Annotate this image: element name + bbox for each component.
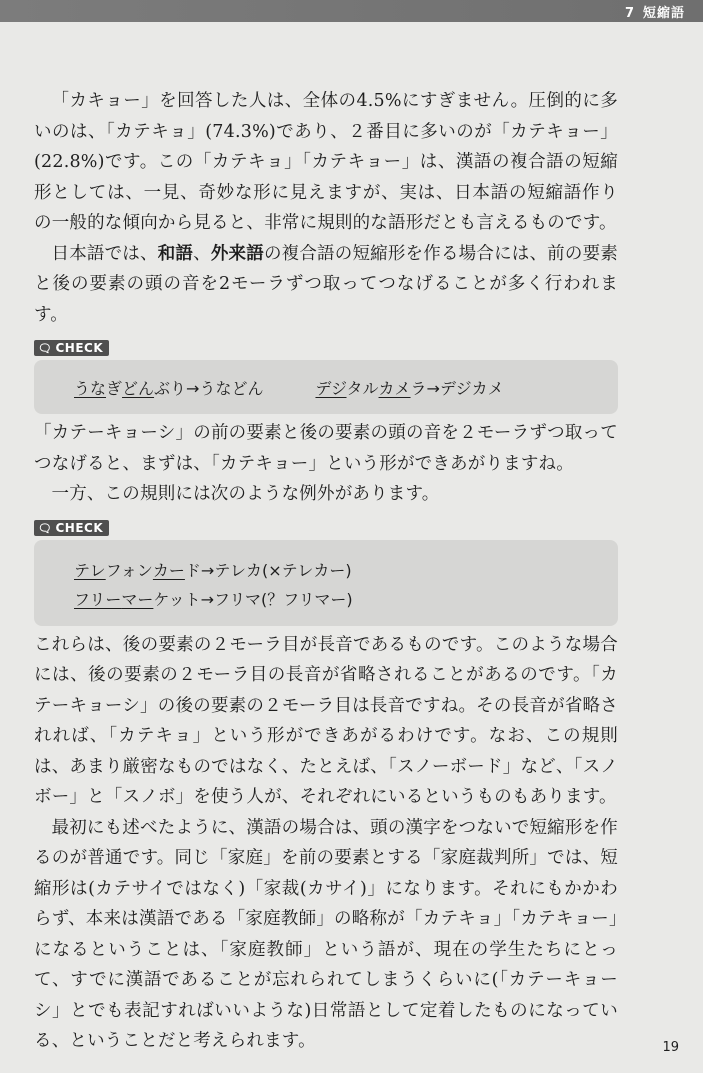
paragraph-2-text-a: 日本語では、 [51, 243, 158, 264]
check-box-1 [34, 360, 618, 414]
example-text: ド→テレカ(×テレカー) [184, 560, 352, 580]
underlined-mora: うな [74, 379, 107, 398]
example-text: フォン [105, 560, 153, 580]
underlined-mora: フリー [74, 589, 122, 609]
chapter-header-label [625, 2, 685, 21]
paragraph-5: これらは、後の要素の２モーラ目が長音であるものです。このような場合には、後の要素の２モーラ目の長音が省略されることがあるのです。「カテーキョーシ」の後の要素の２モーラ目は長音ですね。その長音が省略されれば、「カテキョ」という形ができあがるわけです。なお、この規則は、あまり厳密なものではなく、たとえば、「スノーボード」など、「スノボー」と「スノボ」を使う人が、それぞれにいるというものもあります。 [34, 634, 618, 807]
speech-bubble-icon: 🗨 [38, 342, 53, 355]
example-text: ラ→デジカメ [410, 379, 504, 398]
underlined-mora: テレ [74, 560, 106, 580]
paragraph-4: 一方、この規則には次のような例外があります。 [51, 484, 440, 504]
check-2-example-1 [74, 556, 578, 585]
example-text: タル [346, 379, 379, 398]
example-text: ぶり→うなどん [154, 379, 264, 398]
paragraph-1: 「カキョー」を回答した人は、全体の4.5%にすぎません。圧倒的に多いのは、「カテキョ」(74.3%)であり、２番目に多いのが「カテキョー」(22.8%)です。この「カテキョ」「カテキョー」は、漢語の複合語の短縮形としては、一見、奇妙な形に見えますが、実は、日本語の短縮語作りの一般的な傾向から見ると、非常に規則的な語形だとも言えるものです。 [34, 91, 618, 233]
check-1-example-1 [74, 374, 263, 403]
paragraph-3: 「カテーキョーシ」の前の要素と後の要素の頭の音を２モーラずつ取ってつなげると、まずは、「カテキョー」という形ができあがりますね。 [34, 423, 618, 474]
page-number: 19 [662, 1040, 679, 1055]
term-gairaigo: 外来語 [210, 243, 264, 264]
paragraph-2 [34, 239, 618, 331]
example-text: ぎ [106, 379, 123, 398]
paragraph-2-text-c: 、 [193, 243, 211, 264]
check-1-example-2 [315, 374, 503, 403]
underlined-mora: カメ [378, 379, 411, 398]
underlined-mora: どん [122, 379, 155, 398]
chapter-number: 7 [624, 6, 635, 21]
chapter-header-bar [0, 0, 703, 22]
check-box-2 [34, 540, 618, 626]
underlined-mora: カー [152, 560, 185, 580]
check-2-example-2 [74, 585, 578, 614]
check-label-1: 🗨 CHECK [34, 340, 109, 356]
chapter-title: 短縮語 [642, 6, 685, 21]
paragraph-2-text-d: の複合語の短縮形を作る場合には、前の要素と後の要素の頭の音を2モーラずつ取ってつなげることが多く行われます。 [34, 243, 618, 325]
speech-bubble-icon: 🗨 [38, 521, 53, 535]
example-text: ケット→フリマ(？フリマー) [153, 589, 353, 609]
page-body [34, 86, 618, 1057]
check-1-examples [74, 374, 578, 403]
underlined-mora: マー [121, 589, 154, 609]
term-wago: 和語 [157, 243, 194, 264]
check-label-2: 🗨 CHECK [34, 520, 109, 536]
paragraph-6: 最初にも述べたように、漢語の場合は、頭の漢字をつないで短縮形を作るのが普通です。同じ「家庭」を前の要素とする「家庭裁判所」では、短縮形は(カテサイではなく)「家裁(カサイ)」になります。それにもかかわらず、本来は漢語である「家庭教師」の略称が「カテキョ」「カテキョー」になるということは、「家庭教師」という語が、現在の学生たちにとって、すでに漢語であることが忘れられてしまうくらいに(「カテーキョーシ」とでも表記すればいいような)日常語として定着したものになっている、ということだと考えられます。 [34, 817, 618, 1051]
underlined-mora: デジ [315, 379, 347, 398]
